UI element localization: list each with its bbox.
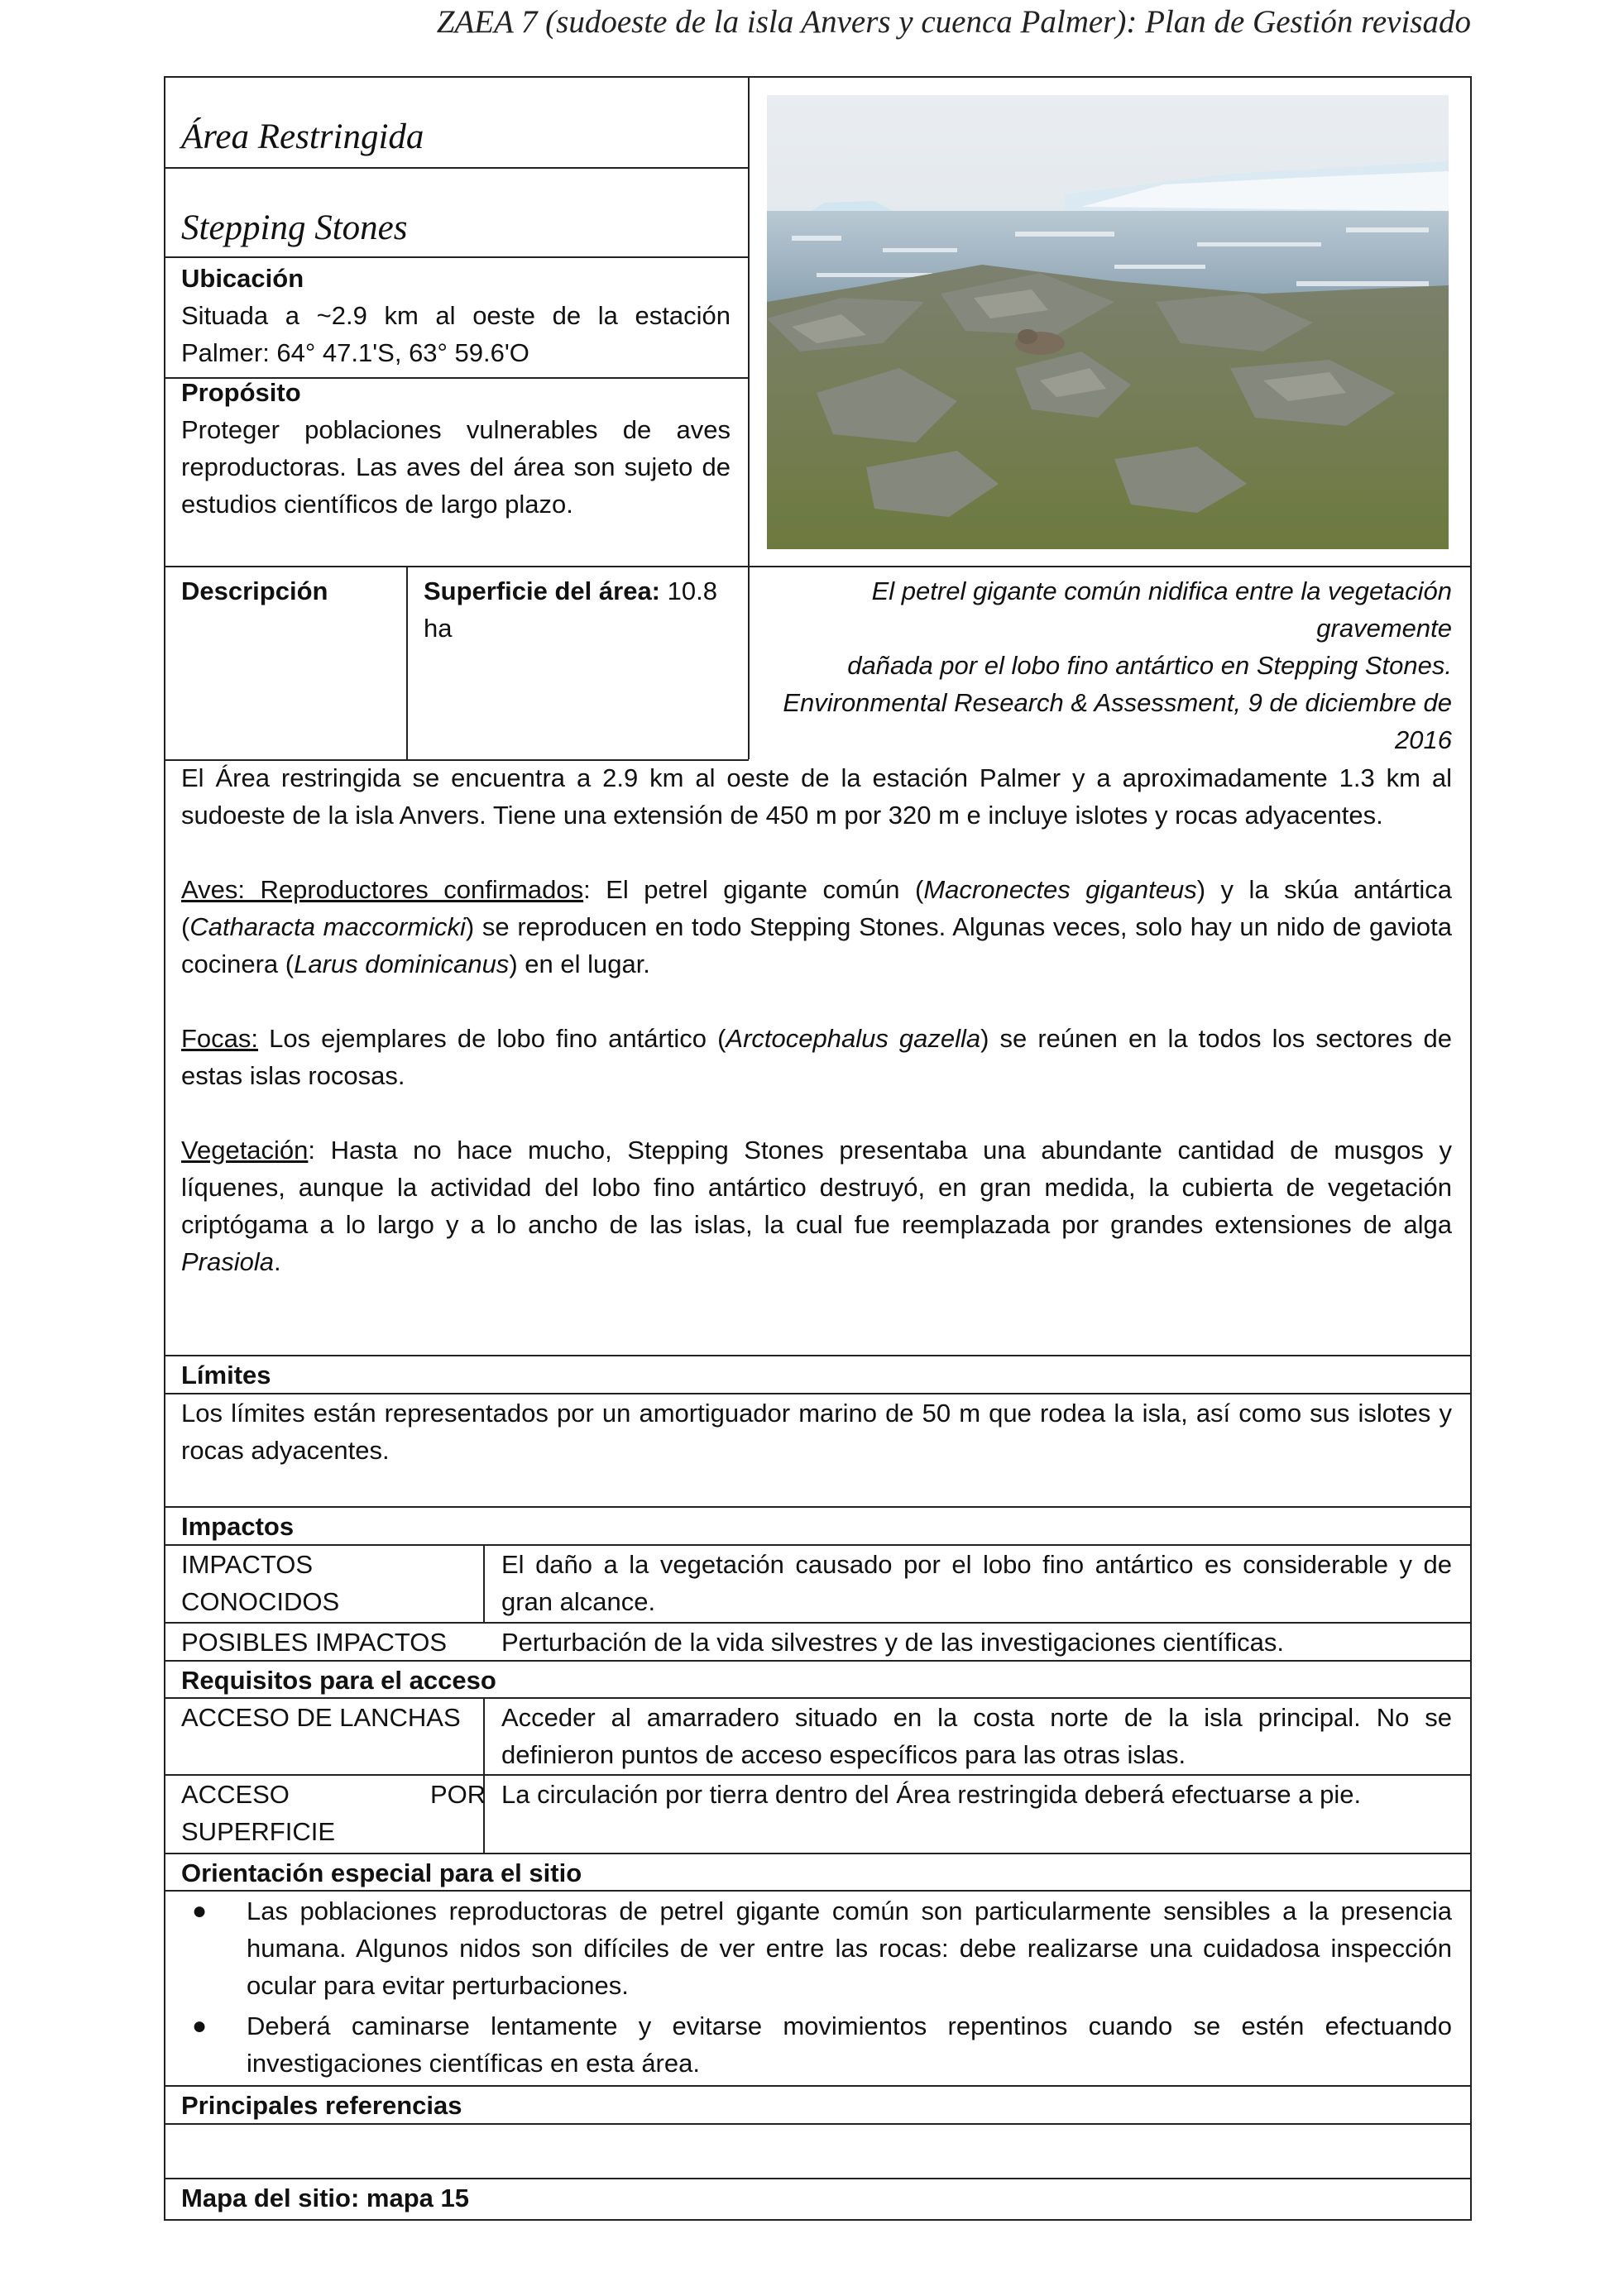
orientacion-bullet: Las poblaciones reproductoras de petrel gigante común son particularmente sensibles a la presencia humana. Algunos nidos son difíciles de ver entre las rocas: debe realizarse una cuidadosa inspección ocular para evitar perturbaciones. bbox=[247, 1897, 1452, 2000]
divider bbox=[406, 566, 408, 759]
description-body bbox=[181, 759, 1452, 1280]
vegetacion-label: Vegetación bbox=[181, 1136, 309, 1165]
orientacion-label: Orientación especial para el sitio bbox=[181, 1858, 582, 1887]
aves-label: Aves: Reproductores confirmados bbox=[181, 875, 584, 904]
aves-text: ) y la skúa antártica ( bbox=[181, 875, 1452, 941]
acceso-superficie-label: SUPERFICIE bbox=[181, 1817, 336, 1846]
divider bbox=[483, 1544, 485, 1622]
limites-label: Límites bbox=[181, 1361, 271, 1390]
aves-text: ) se reproducen en todo Stepping Stones. Algunas veces, solo hay un nido de gaviota cocinera ( bbox=[181, 912, 1453, 978]
ubicacion-text: Situada a ~2.9 km al oeste de la estación Palmer: 64° 47.1'S, 63° 59.6'O bbox=[181, 301, 731, 367]
document-header: ZAEA 7 (sudoeste de la isla Anvers y cuenca Palmer): Plan de Gestión revisado bbox=[436, 4, 1471, 40]
vegetacion-paragraph bbox=[181, 1131, 1452, 1280]
acceso-label: Requisitos para el acceso bbox=[181, 1666, 496, 1695]
photo-caption bbox=[765, 572, 1452, 758]
referencias-label: Principales referencias bbox=[181, 2091, 462, 2120]
site-photo-image bbox=[767, 95, 1449, 549]
mapa-label: Mapa del sitio: mapa 15 bbox=[181, 2184, 469, 2212]
photo-caption-line: El petrel gigante común nidifica entre la vegetación gravemente bbox=[871, 576, 1452, 643]
superficie-cell bbox=[424, 572, 734, 647]
divider bbox=[164, 1355, 1472, 1356]
acceso-superficie-label: ACCESO bbox=[181, 1780, 290, 1809]
divider bbox=[164, 566, 1472, 567]
focas-label: Focas: bbox=[181, 1024, 259, 1053]
acceso-superficie-text: La circulación por tierra dentro del Área restringida deberá efectuarse a pie. bbox=[501, 1780, 1362, 1809]
proposito-text: Proteger poblaciones vulnerables de aves reproductoras. Las aves del área son sujeto de estudios científicos de largo plazo. bbox=[181, 415, 731, 519]
focas-text: ) se reúnen en la todos los sectores de estas islas rocosas. bbox=[181, 1024, 1452, 1090]
focas-paragraph bbox=[181, 1020, 1452, 1094]
divider bbox=[748, 566, 750, 759]
ubicacion-label: Ubicación bbox=[181, 264, 304, 293]
aves-text: : El petrel gigante común ( bbox=[583, 875, 924, 904]
vegetacion-text: : Hasta no hace mucho, Stepping Stones presentaba una abundante cantidad de musgos y líquenes, aunque la actividad del lobo fino antártico destruyó, en gran medida, la cubierta de vegetación criptógama a lo largo y a lo ancho de las islas, la cual fue reemplazada por grandes extensiones de alga bbox=[181, 1136, 1452, 1239]
bullet-icon: ● bbox=[192, 1897, 208, 1925]
superficie-label: Superficie del área: bbox=[424, 576, 661, 605]
posibles-impactos-text: Perturbación de la vida silvestres y de las investigaciones científicas. bbox=[501, 1628, 1284, 1657]
area-name-title: Stepping Stones bbox=[181, 208, 408, 247]
site-photo bbox=[767, 95, 1449, 549]
focas-text: Los ejemplares de lobo fino antártico ( bbox=[258, 1024, 726, 1053]
divider bbox=[483, 1697, 485, 1853]
description-intro: El Área restringida se encuentra a 2.9 km al oeste de la estación Palmer y a aproximadamente 1.3 km al sudoeste de la isla Anvers. Tiene una extensión de 450 m por 320 m e incluye islotes y rocas adyacentes. bbox=[181, 763, 1452, 830]
impactos-conocidos-text: El daño a la vegetación causado por el lobo fino antártico es considerable y de gran alcance. bbox=[501, 1550, 1452, 1616]
aves-text: ) en el lugar. bbox=[509, 949, 650, 978]
aves-paragraph bbox=[181, 871, 1452, 983]
photo-caption-line: dañada por el lobo fino antártico en Stepping Stones. bbox=[847, 651, 1452, 680]
species-name: Prasiola bbox=[181, 1247, 274, 1276]
species-name: Catharacta maccormicki bbox=[189, 912, 466, 941]
impactos-label: Impactos bbox=[181, 1512, 295, 1541]
proposito-label: Propósito bbox=[181, 378, 301, 407]
area-type-title: Área Restringida bbox=[181, 117, 424, 156]
acceso-lanchas-text: Acceder al amarradero situado en la costa norte de la isla principal. No se definieron puntos de acceso específicos para las otras islas. bbox=[501, 1703, 1452, 1769]
superficie-value: 10.8 ha bbox=[424, 576, 717, 643]
orientacion-bullet: Deberá caminarse lentamente y evitarse movimientos repentinos cuando se estén efectuando investigaciones científicas en esta área. bbox=[247, 2011, 1452, 2078]
descripcion-label: Descripción bbox=[181, 576, 328, 605]
divider bbox=[164, 256, 749, 258]
limites-text: Los límites están representados por un amortiguador marino de 50 m que rodea la isla, así como sus islotes y rocas adyacentes. bbox=[181, 1399, 1452, 1465]
acceso-lanchas-label: ACCESO DE LANCHAS bbox=[181, 1703, 461, 1732]
divider bbox=[164, 167, 749, 169]
impactos-conocidos-label: IMPACTOS CONOCIDOS bbox=[181, 1550, 340, 1616]
species-name: Macronectes giganteus bbox=[923, 875, 1197, 904]
species-name: Arctocephalus gazella bbox=[726, 1024, 981, 1053]
photo-caption-line: Environmental Research & Assessment, 9 de diciembre de 2016 bbox=[783, 688, 1452, 754]
bullet-icon: ● bbox=[192, 2012, 208, 2040]
acceso-superficie-label: POR bbox=[430, 1780, 486, 1809]
divider bbox=[164, 1506, 1472, 1508]
divider bbox=[748, 76, 750, 566]
posibles-impactos-label: POSIBLES IMPACTOS bbox=[181, 1628, 448, 1657]
vegetacion-text: . bbox=[274, 1247, 281, 1276]
species-name: Larus dominicanus bbox=[294, 949, 510, 978]
